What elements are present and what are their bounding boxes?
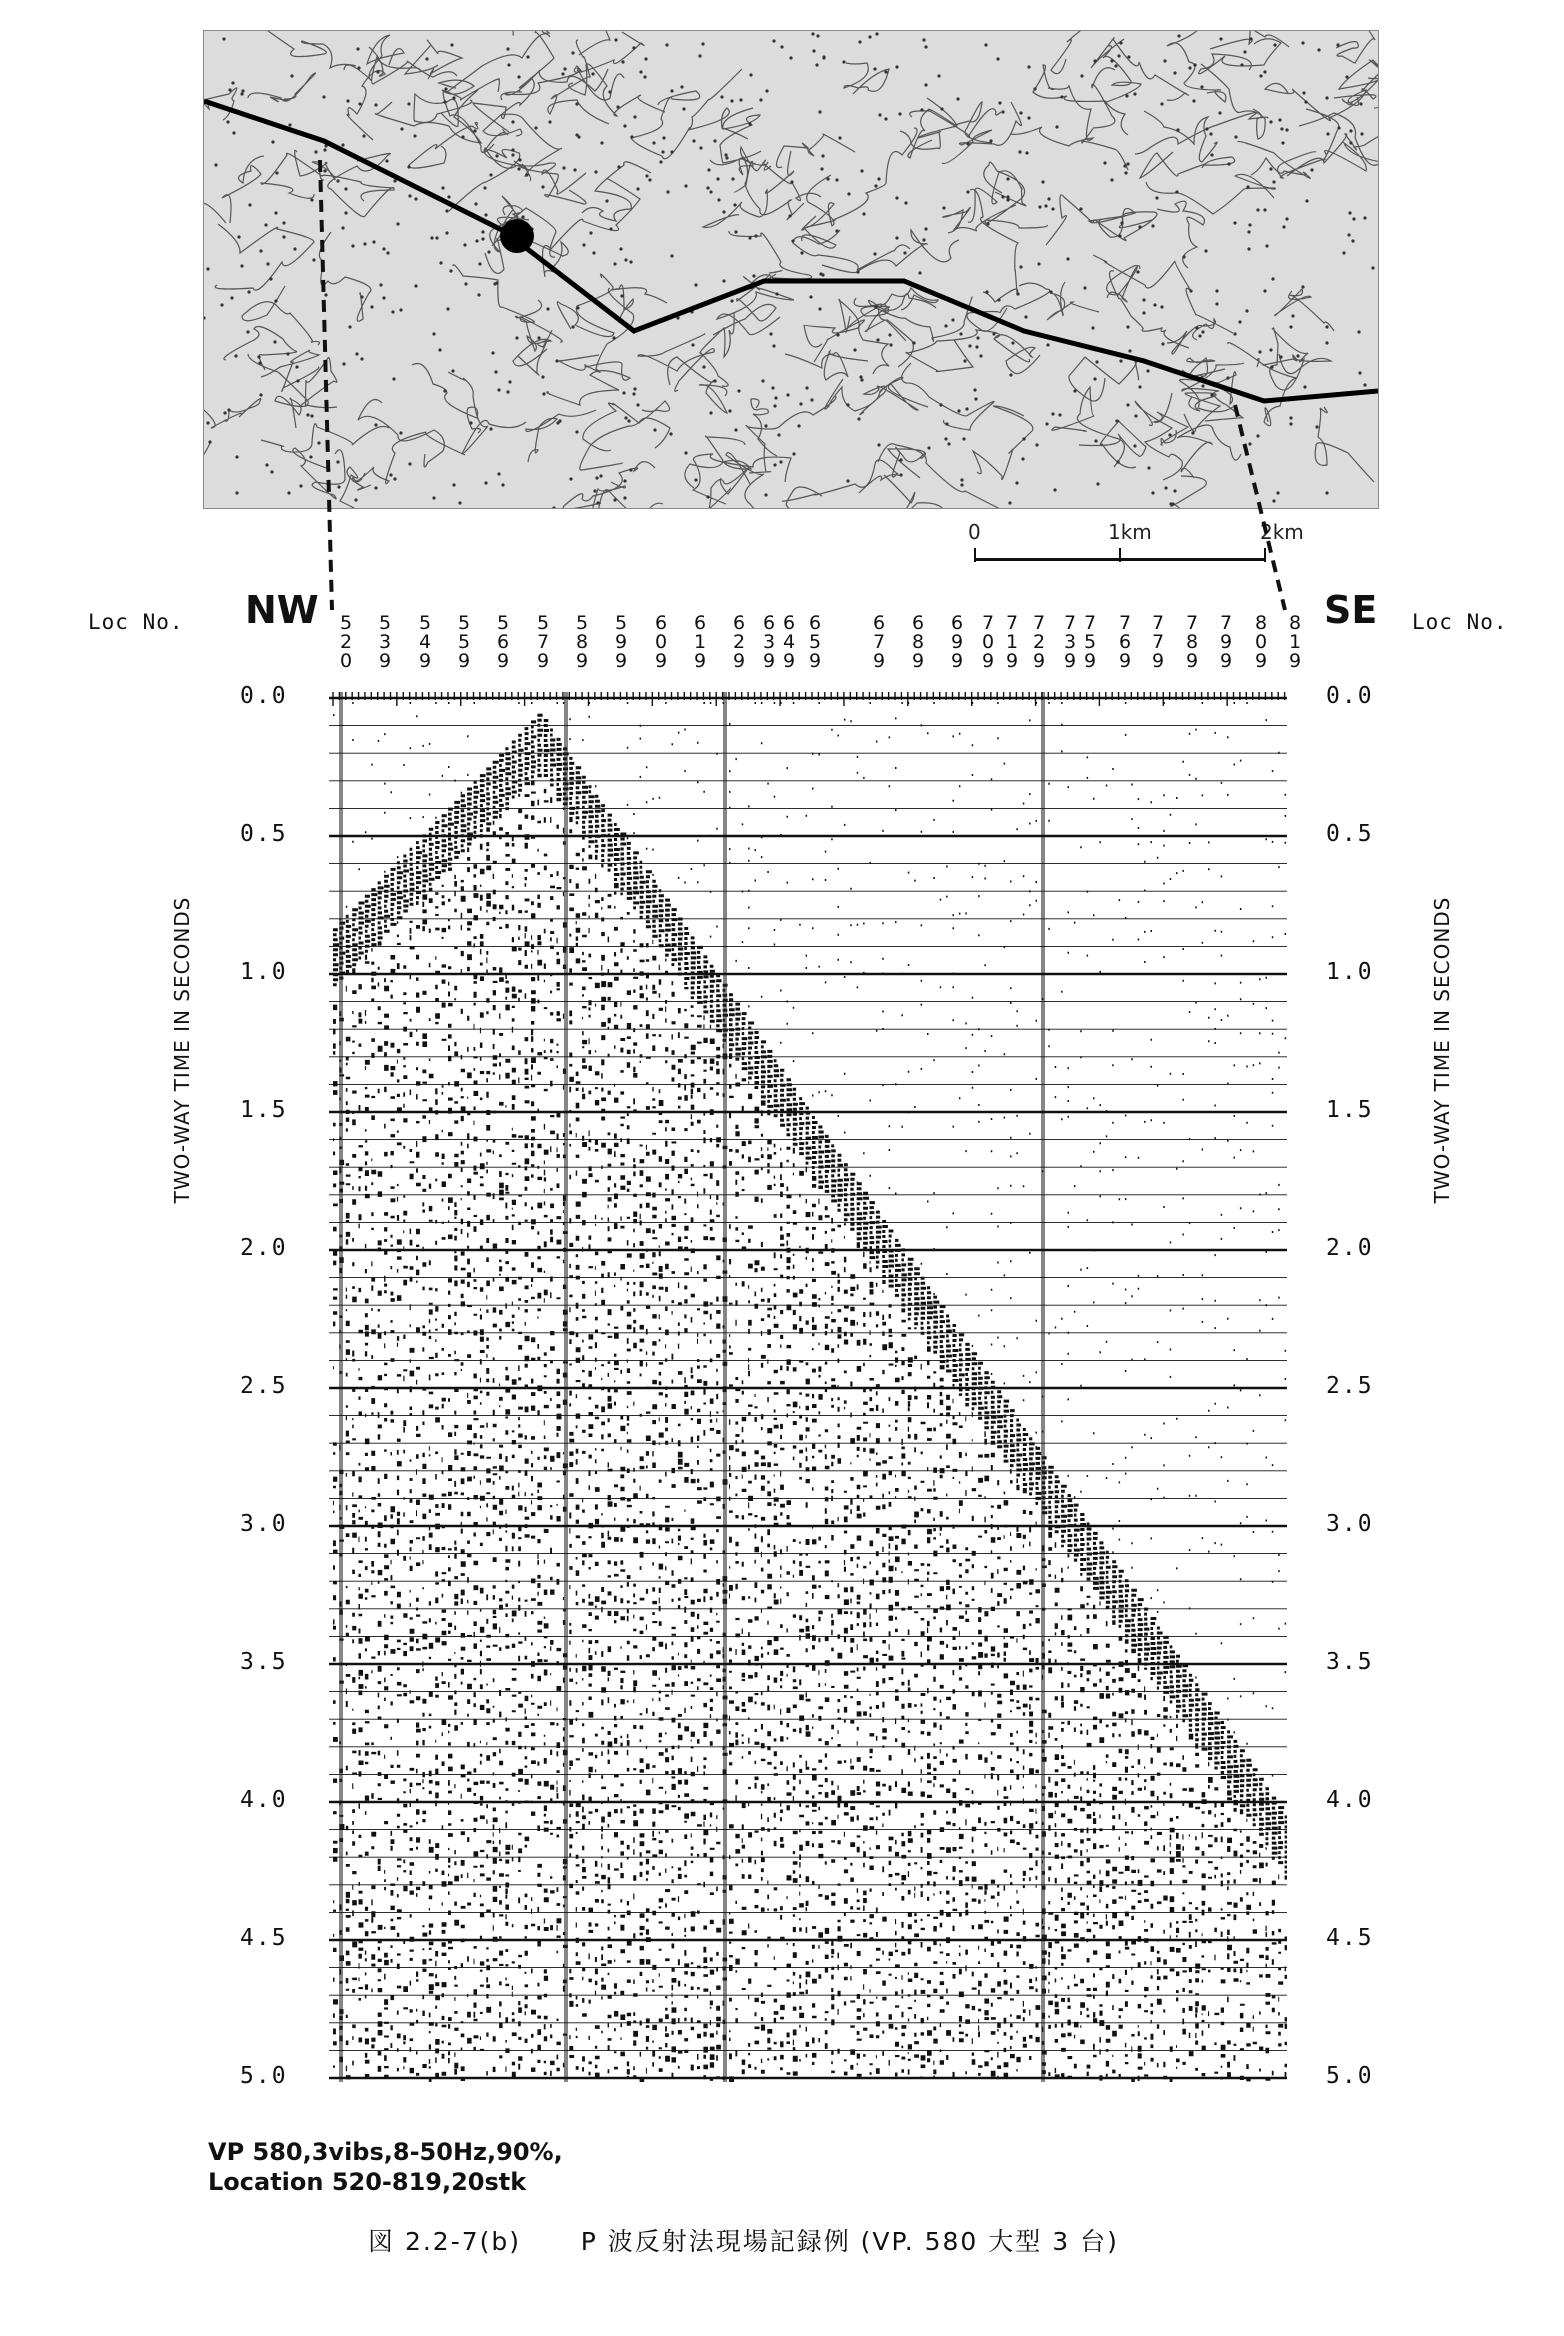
station-label: 5 3 9 [378,612,392,672]
time-tick-label: 2.0 [1326,1235,1374,1261]
station-label: 6 0 9 [654,612,668,672]
time-tick-label: 4.0 [1326,1787,1374,1813]
station-label: 7 0 9 [981,612,995,672]
station-label: 7 8 9 [1185,612,1199,672]
record-params-line1: VP 580,3vibs,8-50Hz,90%, [208,2138,563,2166]
station-label: 5 6 9 [496,612,510,672]
time-tick-label: 0.0 [240,683,288,709]
station-label: 6 4 9 [782,612,796,672]
y-axis-title-right: TWO-WAY TIME IN SECONDS [1430,896,1454,1204]
figure-caption [368,2222,1119,2258]
station-label: 6 7 9 [872,612,886,672]
station-label: 6 3 9 [762,612,776,672]
time-tick-label: 2.5 [1326,1373,1374,1399]
time-tick-label: 4.5 [240,1925,288,1951]
station-label: 6 2 9 [732,612,746,672]
station-label: 7 7 9 [1151,612,1165,672]
station-label: 7 5 9 [1083,612,1097,672]
time-tick-label: 0.5 [1326,821,1374,847]
station-label: 8 0 9 [1254,612,1268,672]
station-label: 5 5 9 [457,612,471,672]
record-parameters [208,2137,563,2197]
figure-title: P 波反射法現場記録例 (VP. 580 大型 3 台) [580,2227,1119,2256]
station-label: 7 2 9 [1032,612,1046,672]
station-label: 5 7 9 [536,612,550,672]
direction-se: SE [1324,588,1378,632]
time-tick-label: 3.0 [1326,1511,1374,1537]
time-tick-label: 5.0 [240,2063,288,2089]
station-label: 8 1 9 [1288,612,1302,672]
time-tick-label: 2.0 [240,1235,288,1261]
time-tick-label: 3.5 [1326,1649,1374,1675]
station-label: 7 9 9 [1219,612,1233,672]
station-label: 6 9 9 [950,612,964,672]
time-tick-label: 1.0 [1326,959,1374,985]
station-label: 5 9 9 [614,612,628,672]
station-label: 6 5 9 [808,612,822,672]
direction-nw: NW [245,588,319,632]
station-label: 5 4 9 [418,612,432,672]
time-tick-label: 1.5 [1326,1097,1374,1123]
time-tick-label: 1.0 [240,959,288,985]
time-tick-label: 2.5 [240,1373,288,1399]
station-label: 7 3 9 [1063,612,1077,672]
time-tick-label: 0.5 [240,821,288,847]
time-tick-label: 4.5 [1326,1925,1374,1951]
station-label: 7 6 9 [1118,612,1132,672]
figure-number: 図 2.2-7(b) [368,2227,522,2256]
time-tick-label: 3.0 [240,1511,288,1537]
station-label: 6 1 9 [693,612,707,672]
station-label: 6 8 9 [911,612,925,672]
map-connectors [300,140,1300,700]
station-label: 5 8 9 [575,612,589,672]
time-tick-label: 4.0 [240,1787,288,1813]
time-tick-label: 5.0 [1326,2063,1374,2089]
loc-label-left: Loc No. [88,610,184,634]
loc-label-right: Loc No. [1412,610,1508,634]
station-label: 5 2 0 [339,612,353,672]
scale-label-0: 0 [968,520,981,544]
scale-label-2km: 2km [1260,520,1304,544]
time-tick-label: 0.0 [1326,683,1374,709]
scale-label-1km: 1km [1108,520,1152,544]
y-axis-title-left: TWO-WAY TIME IN SECONDS [170,896,194,1204]
record-params-line2: Location 520-819,20stk [208,2168,527,2196]
time-tick-label: 3.5 [240,1649,288,1675]
time-tick-label: 1.5 [240,1097,288,1123]
seismic-shot-record [329,692,1287,2082]
station-label: 7 1 9 [1005,612,1019,672]
